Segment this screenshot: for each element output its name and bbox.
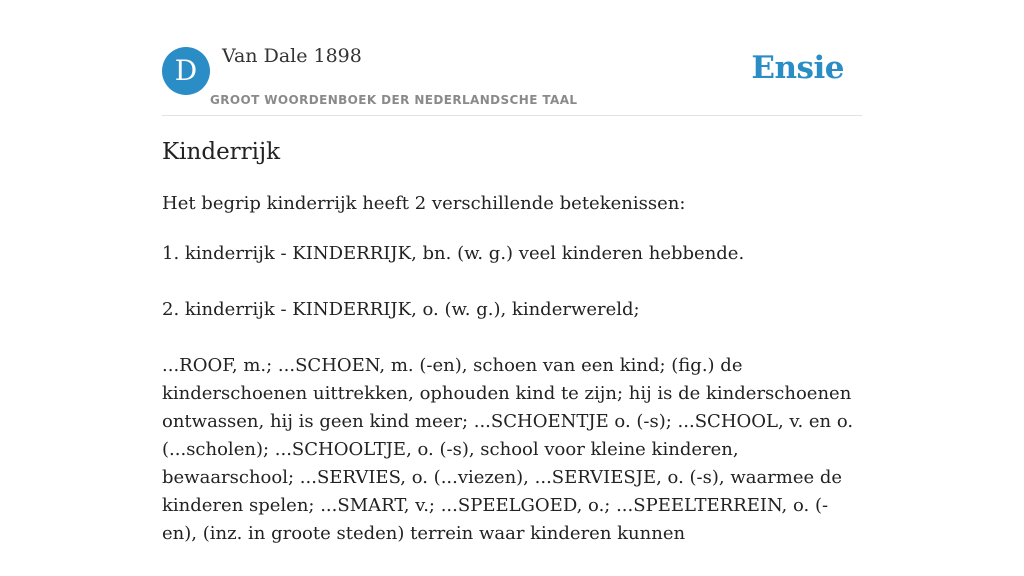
definitions-list bbox=[162, 240, 862, 576]
dictionary-avatar[interactable]: D bbox=[162, 47, 210, 95]
definition-item: 1. kinderrijk - KINDERRIJK, bn. (w. g.) veel kinderen hebbende. bbox=[162, 243, 745, 264]
dictionary-title[interactable]: Van Dale 1898 bbox=[222, 45, 362, 67]
dictionary-subtitle: GROOT WOORDENBOEK DER NEDERLANDSCHE TAAL bbox=[210, 93, 578, 107]
page-container bbox=[162, 0, 862, 544]
ensie-logo-link[interactable]: Ensie bbox=[751, 50, 844, 86]
entry-intro: Het begrip kinderrijk heeft 2 verschillende betekenissen: bbox=[162, 193, 686, 214]
definition-item: ...ROOF, m.; ...SCHOEN, m. (-en), schoen van een kind; (fig.) de kinderschoenen uittrekken, ophouden kind te zijn; hij is de kinderschoenen ontwassen, hij is geen kind meer; ...SCHOENTJE o. (-s); ...SCHOOL, v. en o. (...scholen); ...SCHOOLTJE, o. (-s), school voor kleine kinderen, bewaarschool; ...SERVIES, o. (...viezen), ...SERVIESJE, o. (-s), waarmee de kinderen spelen; ...SMART, v.; ...SPEELGOED, o.; ...SPEELTERREIN, o. (-en), (inz. in groote steden) terrein waar kinderen kunnen bbox=[162, 355, 854, 544]
header bbox=[162, 0, 862, 116]
definition-item: 2. kinderrijk - KINDERRIJK, o. (w. g.), kinderwereld; bbox=[162, 299, 640, 320]
entry-title: Kinderrijk bbox=[162, 139, 281, 165]
